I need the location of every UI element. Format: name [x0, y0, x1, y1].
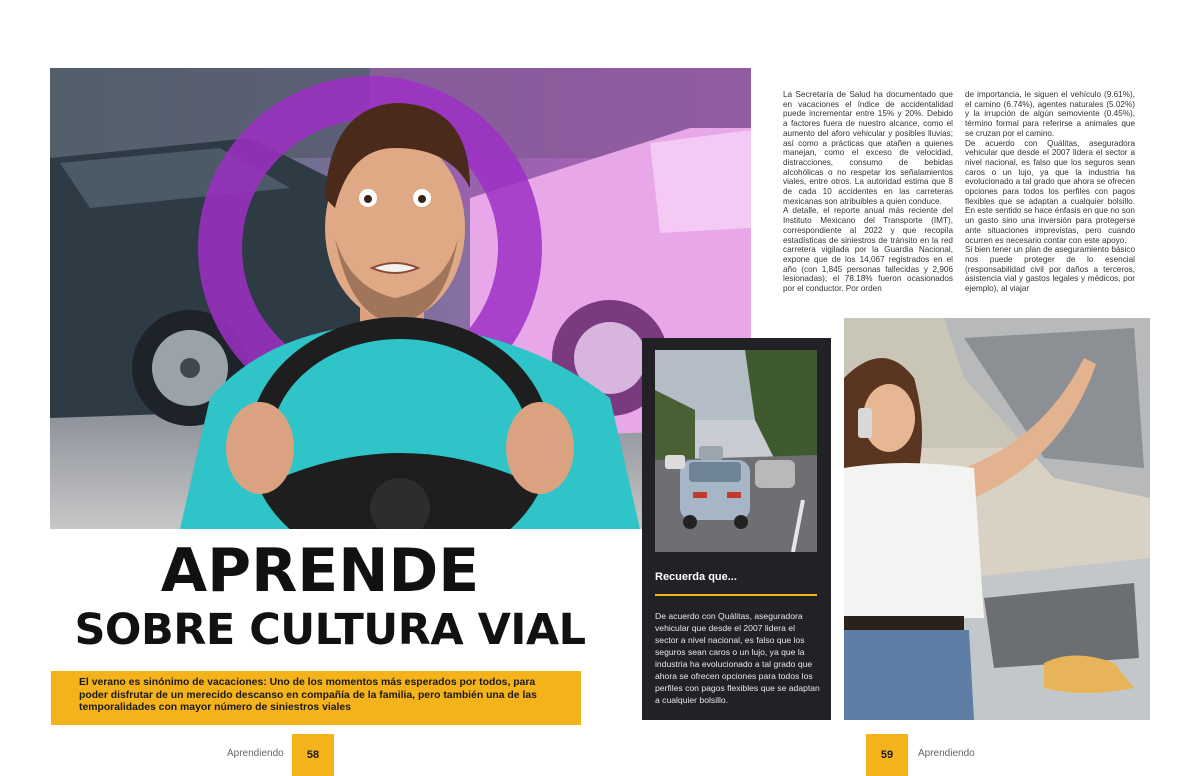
intro-box: El verano es sinónimo de vacaciones: Uno de los momentos más esperados por todos, para poder disfrutar de un merecido descanso en compañía de la familia, pero también una de las temporalidades con mayor número de siniestros viales: [51, 671, 581, 725]
body-column-2: [965, 90, 1135, 294]
traffic-photo: [655, 350, 817, 552]
page-title-line-1: APRENDE: [160, 536, 480, 606]
body-paragraph: Si bien tener un plan de aseguramiento básico nos puede proteger de lo esencial (responsabilidad civil por daños a terceros, asistencia vial y gastos legales y médicos, por ejemplo), al viajar: [965, 245, 1135, 294]
body-paragraph: La Secretaría de Salud ha documentado que en vacaciones el índice de accidentalidad puede incrementar entre 15% y 20%. Debido a factores fuera de nuestro alcance, como el aumento del aforo vehicular y posibles lluvias; así como a prácticas que atañen a quienes manejan, como el exceso de velocidad, distracciones, consumo de bebidas alcohólicas o no respetar los señalamientos viales, entre otros. La autoridad estima que 8 de cada 10 accidentes en las carreteras mexicanas son atribuibles a quien conduce.: [783, 90, 953, 206]
page-number-left: 58: [292, 734, 334, 776]
sidebar-box: [642, 338, 831, 720]
woman-phone-photo: [844, 318, 1150, 720]
page-title-line-2: SOBRE CULTURA VIAL: [74, 605, 586, 655]
sidebar-heading: Recuerda que...: [655, 571, 737, 583]
body-paragraph: de importancia, le siguen el vehículo (9.61%), el camino (6.74%), agentes naturales (5.02%) y la irrupción de algún semoviente (0.45%), término formal para referirse a animales que se cruzan por el camino.: [965, 90, 1135, 138]
body-paragraph: De acuerdo con Quálitas, aseguradora vehicular que desde el 2007 lidera el sector a nivel nacional, es falso que los seguros sean caros o un lujo, ya que la industria ha evolucionado a tal grado que ahora se ofrecen opciones para todos los perfiles con pagos flexibles que se adaptan a cualquier bolsillo. En este sentido se hace énfasis en que no son un gasto sino una inversión para protegerse ante situaciones imprevistas, pero cuando ocurren es necesario contar con este apoyo.: [965, 138, 1135, 245]
sidebar-divider: [655, 594, 817, 596]
sidebar-text: De acuerdo con Quálitas, aseguradora vehicular que desde el 2007 lidera el sector a nivel nacional, es falso que los seguros sean caros o un lujo, ya que la industria ha evolucionado a tal grado que ahora se ofrecen opciones para todos los perfiles con pagos flexibles que se adaptan a cualquier bolsillo.: [655, 611, 820, 705]
body-column-1: [783, 90, 953, 294]
footer-section-label-right: Aprendiendo: [918, 748, 975, 759]
woman-broken-car-image: [844, 318, 1150, 720]
body-paragraph: A detalle, el reporte anual más reciente del Instituto Mexicano del Transporte (IMT), correspondiente al 2022 y que recopila estadísticas de siniestros de tránsito en la red carretera vigilada por la Guardia Nacional, expone que de los 14,067 registrados en el año (con 1,845 personas fallecidas y 2,906 lesionadas); el 78.18% fueron ocasionados por el conductor. Por orden: [783, 206, 953, 294]
page-number-right: 59: [866, 734, 908, 776]
footer-section-label-left: Aprendiendo: [227, 748, 284, 759]
traffic-road-image: [655, 350, 817, 552]
